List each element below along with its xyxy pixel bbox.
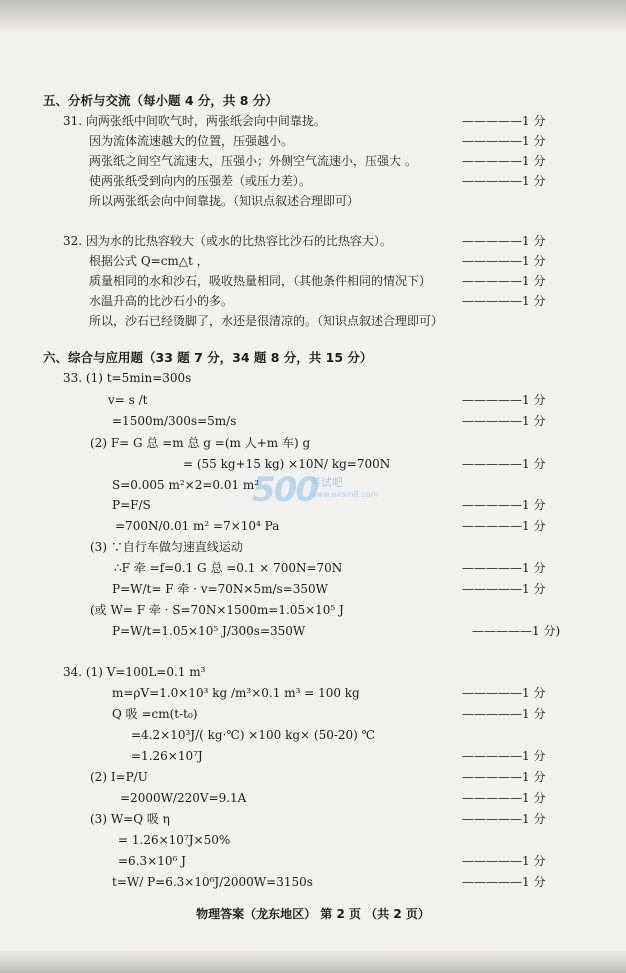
q33-line: = (55 kg+15 kg) ×10N/ kg=700N bbox=[183, 457, 391, 471]
watermark-url: www.exam8.com bbox=[310, 490, 379, 499]
q32-line: 32. 因为水的比热容较大（或水的比热容比沙石的比热容大）。 bbox=[63, 234, 392, 248]
q31-score: —————1 分 bbox=[462, 134, 546, 148]
q34-score: —————1 分 bbox=[462, 770, 546, 784]
q32-line: 水温升高的比沙石小的多。 bbox=[89, 294, 234, 308]
q33-score: —————1 分 bbox=[462, 519, 546, 533]
q33-line: 33. (1) t=5min=300s bbox=[63, 371, 192, 385]
q33-line: =700N/0.01 m² =7×10⁴ Pa bbox=[115, 519, 280, 533]
q34-line: (2) I=P/U bbox=[90, 770, 148, 784]
q33-score: —————1 分 bbox=[462, 414, 546, 428]
q33-score: —————1 分) bbox=[472, 624, 561, 638]
q33-line: P=F/S bbox=[112, 498, 151, 512]
q34-score: —————1 分 bbox=[462, 875, 546, 889]
q34-score: —————1 分 bbox=[462, 686, 546, 700]
q32-score: —————1 分 bbox=[462, 234, 546, 248]
q32-line: 根据公式 Q=cm△t ， bbox=[89, 254, 209, 268]
page-footer: 物理答案（龙东地区） 第 2 页 （共 2 页） bbox=[196, 907, 430, 921]
q34-line: =6.3×10⁶ J bbox=[118, 854, 186, 868]
q34-score: —————1 分 bbox=[462, 707, 546, 721]
q34-line: Q 吸 =cm(t-t₀) bbox=[112, 707, 198, 721]
q34-line: t=W/ P=6.3×10⁶J/2000W=3150s bbox=[112, 875, 313, 889]
q33-score: —————1 分 bbox=[462, 582, 546, 596]
q34-score: —————1 分 bbox=[462, 854, 546, 868]
q31-line: 两张纸之间空气流速大，压强小；外侧空气流速小，压强大 。 bbox=[89, 154, 417, 168]
q34-line: =1.26×10⁷J bbox=[131, 749, 203, 763]
q31-score: —————1 分 bbox=[462, 154, 546, 168]
q33-line: (3) ∵自行车做匀速直线运动 bbox=[90, 540, 243, 554]
q32-score: —————1 分 bbox=[462, 274, 546, 288]
q34-line: 34. (1) V=100L=0.1 m³ bbox=[63, 665, 206, 679]
q33-line: (或 W= F 牵 · S=70N×1500m=1.05×10⁵ J bbox=[90, 603, 344, 617]
watermark bbox=[252, 470, 379, 518]
q34-line: =2000W/220V=9.1A bbox=[120, 791, 247, 805]
q32-line: 所以，沙石已经烫脚了，水还是很清凉的。（知识点叙述合理即可） bbox=[89, 314, 444, 328]
q31-line: 因为流体流速越大的位置，压强越小。 bbox=[89, 134, 294, 148]
q31-score: —————1 分 bbox=[462, 174, 546, 188]
q32-score: —————1 分 bbox=[462, 254, 546, 268]
q34-score: —————1 分 bbox=[462, 749, 546, 763]
q34-score: —————1 分 bbox=[462, 812, 546, 826]
q33-score: —————1 分 bbox=[462, 393, 546, 407]
q33-line: (2) F= G 总 =m 总 g =(m 人+m 车) g bbox=[90, 436, 311, 450]
q33-line: P=W/t=1.05×10⁵ J/300s=350W bbox=[112, 624, 306, 638]
q33-line: =1500m/300s=5m/s bbox=[112, 414, 237, 428]
q34-line: (3) W=Q 吸 η bbox=[90, 812, 170, 826]
q34-line: = 1.26×10⁷J×50% bbox=[118, 833, 231, 847]
q34-line: m=ρV=1.0×10³ kg /m³×0.1 m³ = 100 kg bbox=[112, 686, 360, 700]
q34-score: —————1 分 bbox=[462, 791, 546, 805]
q34-line: =4.2×10³J/( kg·℃) ×100 kg× (50-20) ℃ bbox=[131, 728, 376, 742]
scan-top-edge bbox=[0, 0, 626, 30]
section5-heading: 五、分析与交流（每小题 4 分，共 8 分） bbox=[43, 93, 278, 108]
q33-score: —————1 分 bbox=[462, 498, 546, 512]
q33-line: S=0.005 m²×2=0.01 m² bbox=[112, 478, 260, 492]
q33-score: —————1 分 bbox=[462, 457, 546, 471]
q33-line: v= s /t bbox=[108, 393, 148, 407]
watermark-brand: 考试吧 bbox=[310, 476, 343, 489]
q31-line: 所以两张纸会向中间靠拢。（知识点叙述合理即可） bbox=[89, 194, 360, 208]
q33-line: P=W/t= F 牵 · v=70N×5m/s=350W bbox=[112, 582, 328, 596]
q32-score: —————1 分 bbox=[462, 294, 546, 308]
watermark-logo-icon: 500 bbox=[252, 470, 317, 510]
q32-line: 质量相同的水和沙石，吸收热量相同，（其他条件相同的情况下） bbox=[89, 274, 432, 288]
q31-score: —————1 分 bbox=[462, 114, 546, 128]
q31-line: 使两张纸受到向内的压强差（或压力差）。 bbox=[89, 174, 312, 188]
q31-line: 31. 向两张纸中间吹气时，两张纸会向中间靠拢。 bbox=[63, 114, 326, 128]
q33-line: ∴F 牵 =f=0.1 G 总 =0.1 × 700N=70N bbox=[114, 561, 343, 575]
scan-bottom-edge bbox=[0, 951, 626, 973]
q33-score: —————1 分 bbox=[462, 561, 546, 575]
section6-heading: 六、综合与应用题（33 题 7 分，34 题 8 分，共 15 分） bbox=[43, 350, 373, 365]
